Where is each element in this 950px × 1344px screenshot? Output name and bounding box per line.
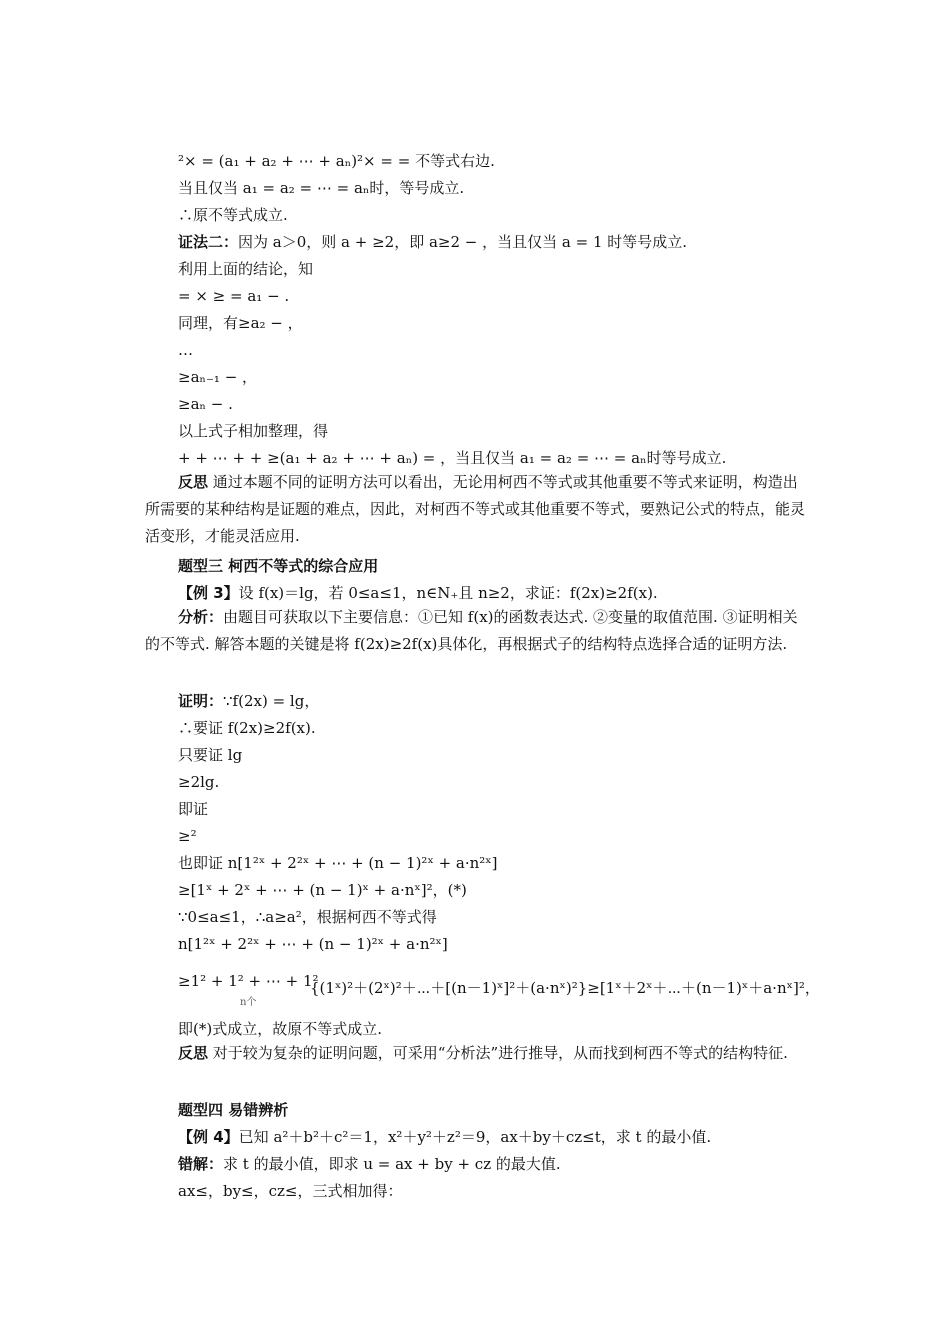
proof-3-label: 证明：	[178, 692, 224, 710]
proof-3-line-8: ≥[1ˣ + 2ˣ + ⋯ + (n − 1)ˣ + a·nˣ]²，(*)	[178, 881, 467, 899]
reflection-2-label: 反思	[178, 1044, 209, 1062]
proof2-line-4: ≥aₙ₋₁ − ，	[178, 368, 258, 386]
example-3-label: 【例 3】	[178, 584, 239, 602]
reflection-2-text: 对于较为复杂的证明问题，可采用“分析法”进行推导，从而找到柯西不等式的结构特征.	[212, 1044, 788, 1062]
example-4-label: 【例 4】	[178, 1128, 239, 1146]
reflection-1	[145, 469, 810, 550]
proof-3-line-5: 即证	[178, 800, 209, 818]
proof2-line-7: + + ⋯ + + ≥(a₁ + a₂ + ⋯ + aₙ) = ，当且仅当 a₁ = a₂ = ⋯ = aₙ时等号成立.	[178, 449, 727, 467]
proof-3-conclusion: 即(*)式成立，故原不等式成立.	[178, 1020, 382, 1038]
analysis-3	[145, 604, 810, 658]
section-4-title: 题型四 易错辨析	[178, 1101, 289, 1119]
wrong-solution-label: 错解：	[178, 1155, 224, 1173]
proof1-conclusion: ∴原不等式成立.	[178, 206, 288, 224]
proof2-line-5: ≥aₙ − .	[178, 395, 233, 413]
proof-3-line-11-left: ≥1² + 1² + ⋯ + 1²	[178, 972, 319, 990]
reflection-2	[145, 1040, 810, 1067]
proof-3-line-6: ≥²	[178, 827, 197, 845]
proof1-line-1: ²× = (a₁ + a₂ + ⋯ + aₙ)²× = = 不等式右边.	[178, 152, 495, 170]
n-terms-label: n个	[240, 997, 257, 1008]
example-3-text: 设 f(x)＝lg，若 0≤a≤1，n∈N₊且 n≥2，求证：f(2x)≥2f(x).	[238, 584, 658, 602]
wrong-solution	[178, 1154, 561, 1174]
proof-3-line-4: ≥2lg.	[178, 773, 220, 791]
proof2-text: 因为 a＞0，则 a + ≥2，即 a≥2 − ，当且仅当 a = 1 时等号成立.	[238, 233, 688, 251]
proof-3-line-1	[178, 691, 319, 711]
proof2-intro	[178, 232, 687, 252]
section-3-title: 题型三 柯西不等式的综合应用	[178, 557, 379, 575]
proof2-line-1: 利用上面的结论，知	[178, 260, 314, 278]
wrong-solution-line-2: ax≤，by≤，cz≤，三式相加得：	[178, 1182, 403, 1200]
wrong-solution-text: 求 t 的最小值，即求 u = ax + by + cz 的最大值.	[223, 1155, 561, 1173]
reflection-1-text: 通过本题不同的证明方法可以看出，无论用柯西不等式或其他重要不等式来证明，构造出所需要的某种结构是证题的难点，因此，对柯西不等式或其他重要不等式，要熟记公式的特点，能灵活变形，才能灵活应用.	[145, 473, 806, 545]
proof-3-line-7: 也即证 n[1²ˣ + 2²ˣ + ⋯ + (n − 1)²ˣ + a·n²ˣ]	[178, 854, 498, 872]
proof-3-line-10: n[1²ˣ + 2²ˣ + ⋯ + (n − 1)²ˣ + a·n²ˣ]	[178, 935, 448, 953]
reflection-1-label: 反思	[178, 473, 209, 491]
proof-3-line-11-right: {(1ˣ)²＋(2ˣ)²＋⋯＋[(n－1)ˣ]²＋(a·nˣ)²}≥[1ˣ＋2ˣ＋⋯＋(n－1)ˣ＋a·nˣ]²，	[310, 979, 820, 997]
proof-3-line-3: 只要证 lg	[178, 746, 243, 764]
proof1-line-2: 当且仅当 a₁ = a₂ = ⋯ = aₙ时，等号成立.	[178, 179, 465, 197]
example-4	[178, 1127, 711, 1147]
example-3	[178, 583, 658, 603]
proof2-ellipsis: …	[178, 341, 193, 359]
proof-3-line-9: ∵0≤a≤1，∴a≥a²，根据柯西不等式得	[178, 908, 437, 926]
proof2-line-2: = × ≥ = a₁ − .	[178, 287, 290, 305]
example-4-text: 已知 a²＋b²＋c²＝1，x²＋y²＋z²＝9，ax＋by＋cz≤t，求 t 的最小值.	[238, 1128, 712, 1146]
proof-3-line-2: ∴要证 f(2x)≥2f(x).	[178, 719, 316, 737]
analysis-3-text: 由题目可获取以下主要信息：①已知 f(x)的函数表达式. ②变量的取值范围. ③证明相关的不等式. 解答本题的关键是将 f(2x)≥2f(x)具体化，再根据式子的结构特点选择合适的证明方法.	[145, 608, 798, 653]
proof2-label: 证法二：	[178, 233, 239, 251]
proof2-line-3: 同理，有≥a₂ − ，	[178, 314, 303, 332]
proof2-line-6: 以上式子相加整理，得	[178, 422, 329, 440]
analysis-3-label: 分析：	[178, 608, 224, 626]
proof-3-text: ∵f(2x) = lg，	[223, 692, 320, 710]
